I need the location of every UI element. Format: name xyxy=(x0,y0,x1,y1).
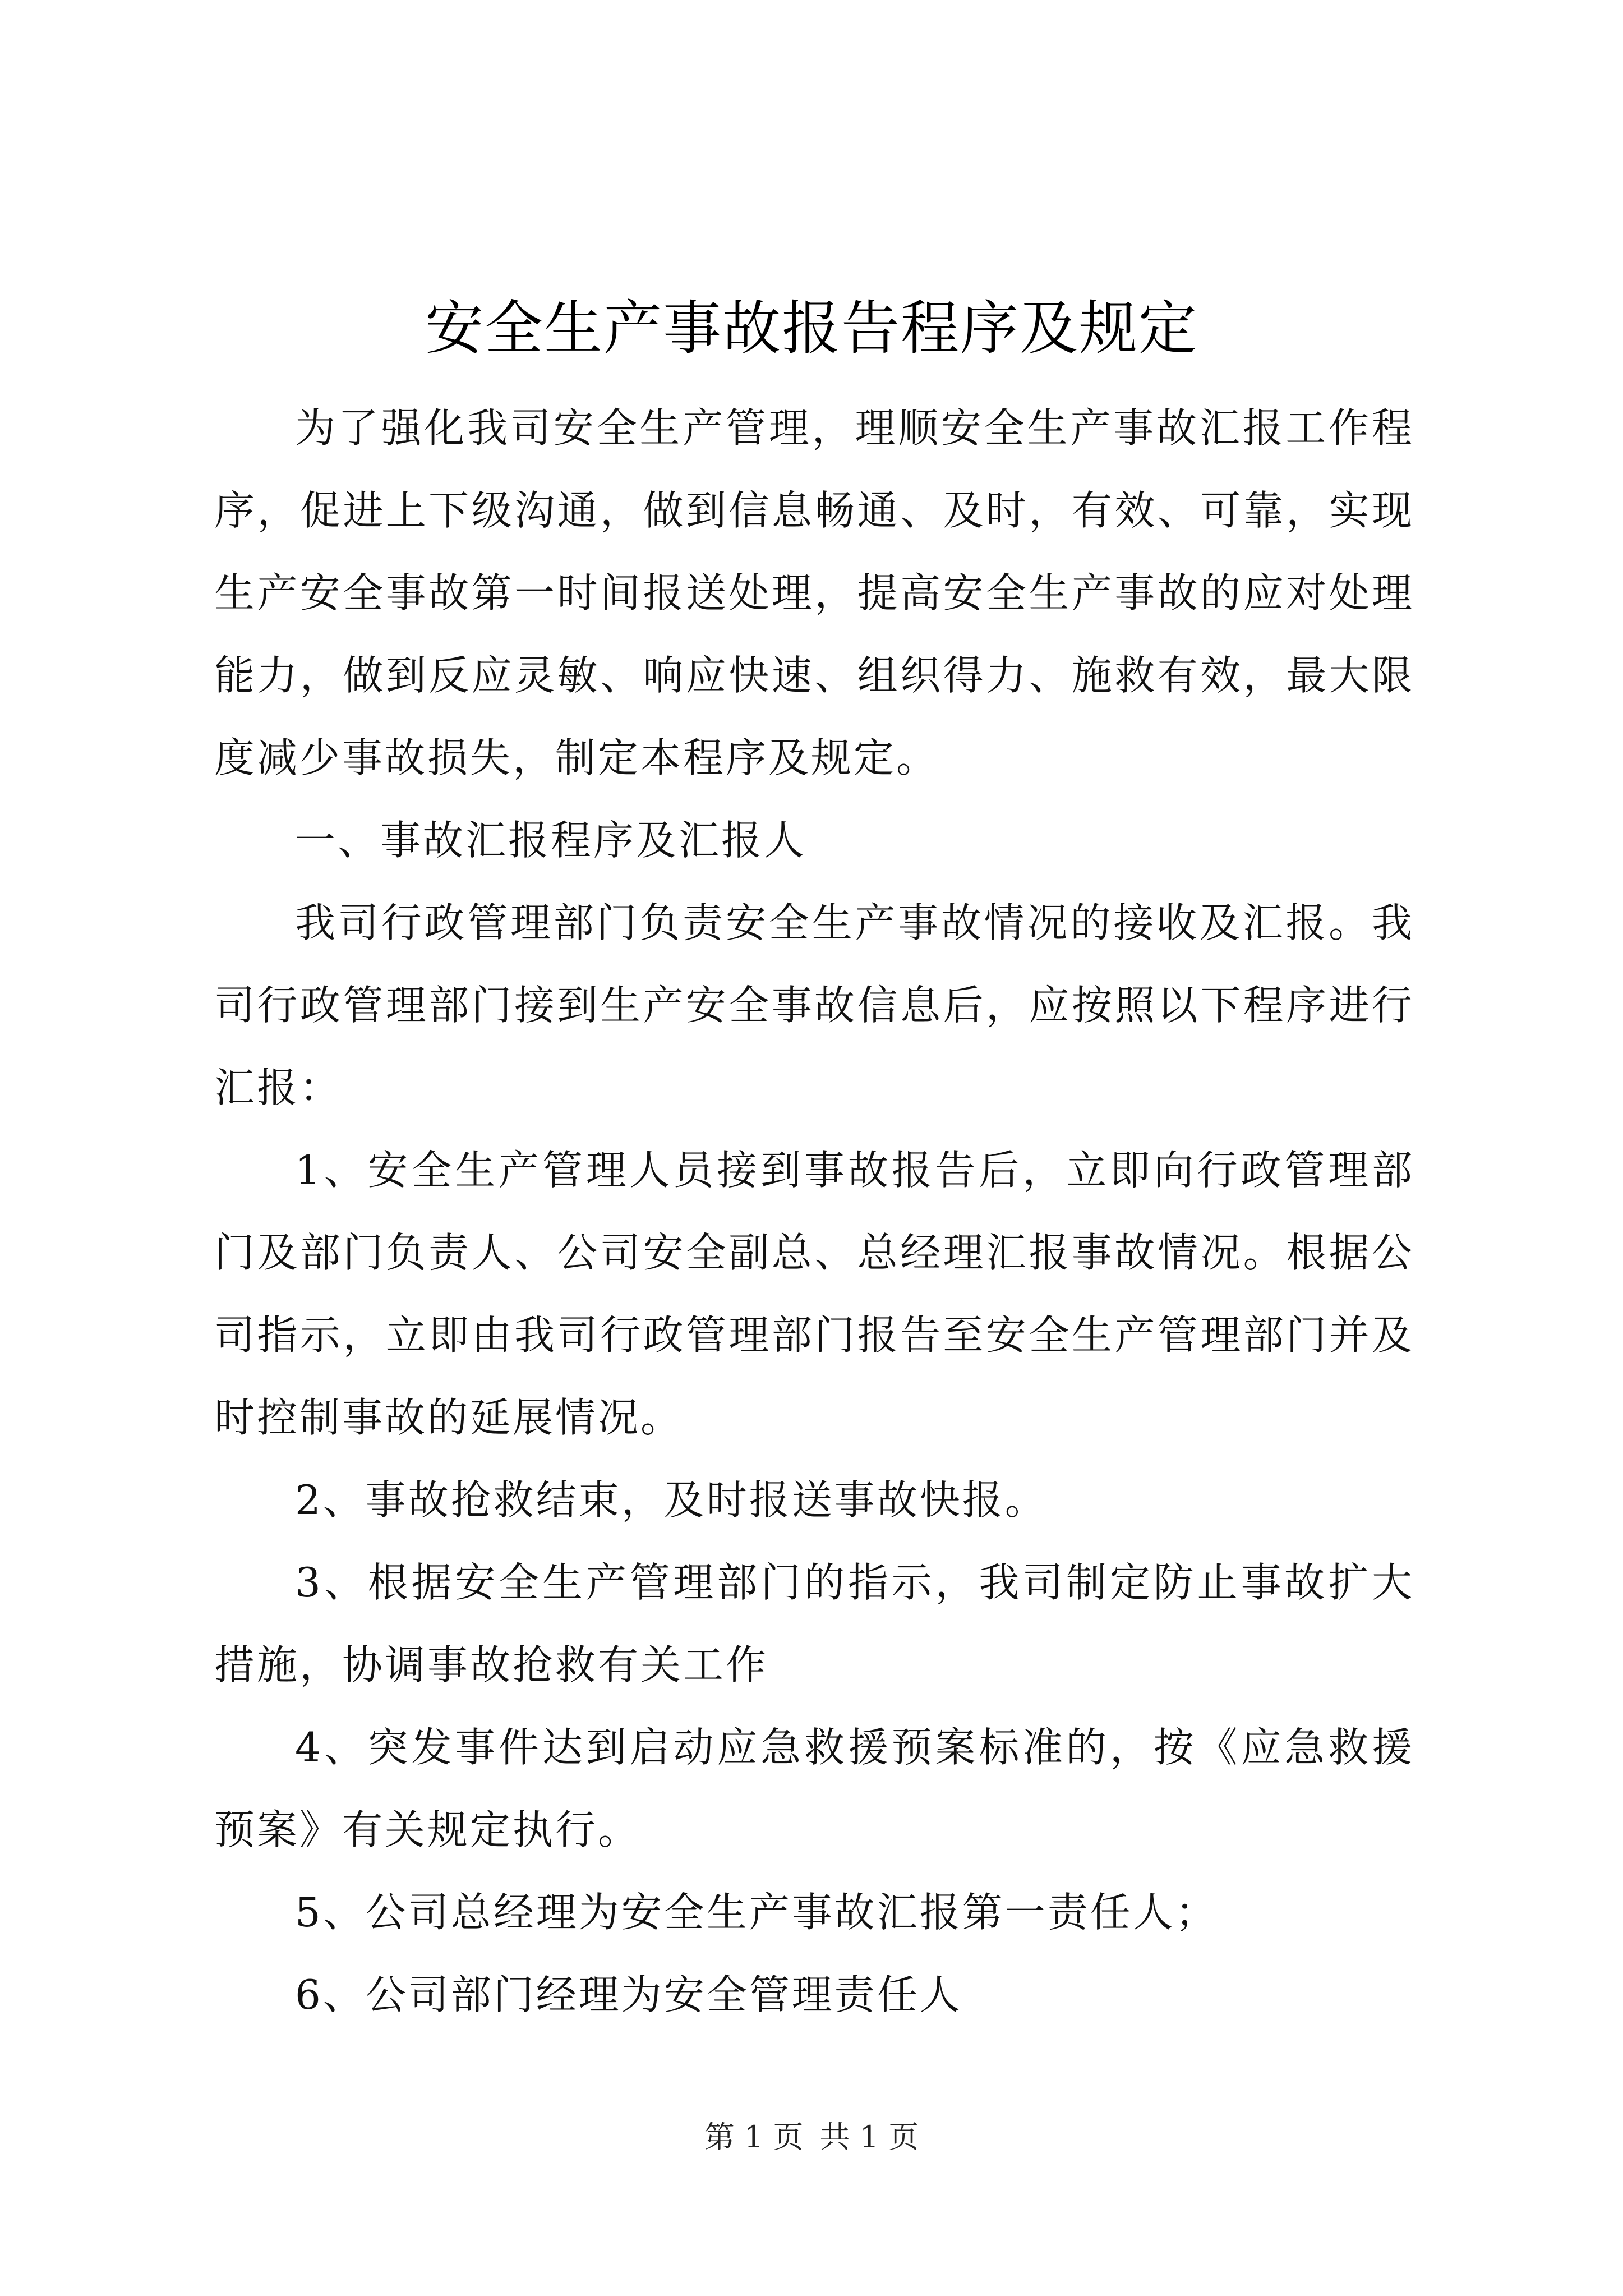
page-number: 第 1 页 xyxy=(704,2119,804,2155)
section-heading-1: 一、事故汇报程序及汇报人 xyxy=(295,817,807,864)
paragraph-section-1: 我司行政管理部门负责安全生产事故情况的接收及汇报。我司行政管理部门接到生产安全事故信息后，应按照以下程序进行汇报： xyxy=(214,899,1414,1111)
list-item-3: 3、根据安全生产管理部门的指示，我司制定防止事故扩大措施，协调事故抢救有关工作 xyxy=(214,1559,1414,1688)
page-footer xyxy=(0,2115,1623,2160)
list-item-6: 6、公司部门经理为安全管理责任人 xyxy=(295,1971,962,2018)
document-title: 安全生产事故报告程序及规定 xyxy=(425,294,1198,362)
document-body xyxy=(214,387,1414,2036)
list-item-5: 5、公司总经理为安全生产事故汇报第一责任人； xyxy=(295,1889,1218,1936)
paragraph-intro: 为了强化我司安全生产管理，理顺安全生产事故汇报工作程序，促进上下级沟通，做到信息畅通、及时，有效、可靠，实现生产安全事故第一时间报送处理，提高安全生产事故的应对处理能力，做到反应灵敏、响应快速、组织得力、施救有效，最大限度减少事故损失，制定本程序及规定。 xyxy=(214,404,1414,781)
page-total: 共 1 页 xyxy=(819,2119,919,2155)
list-item-4: 4、突发事件达到启动应急救援预案标准的，按《应急救援预案》有关规定执行。 xyxy=(214,1724,1414,1853)
list-item-2: 2、事故抢救结束，及时报送事故快报。 xyxy=(295,1476,1048,1524)
list-item-1: 1、安全生产管理人员接到事故报告后，立即向行政管理部门及部门负责人、公司安全副总、总经理汇报事故情况。根据公司指示，立即由我司行政管理部门报告至安全生产管理部门并及时控制事故的延展情况。 xyxy=(214,1147,1414,1441)
